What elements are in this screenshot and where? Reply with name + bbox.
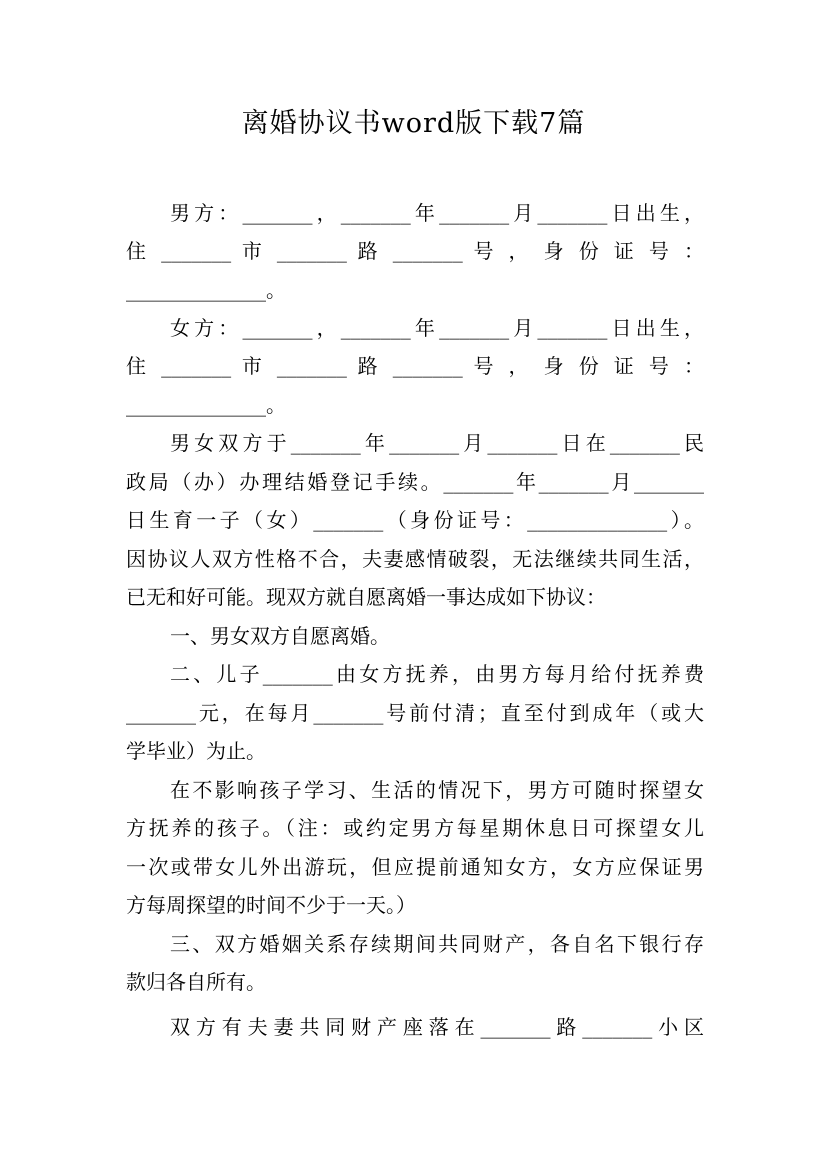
- paragraph-line: _______元，在每月_______号前付清；直至付到成年（或大: [126, 701, 704, 725]
- paragraph-line: 住 _______ 市 _______ 路 _______ 号 ， 身 份 证 号 ：: [126, 354, 704, 378]
- paragraph-line: 双方有夫妻共同财产座落在_______路_______小区: [170, 1015, 704, 1039]
- paragraph-line: 日生育一子（女）_______（身份证号：______________）。: [126, 508, 704, 532]
- paragraph-line: 男女双方于_______年_______月_______日在_______民: [170, 431, 704, 455]
- paragraph-line: 因协议人双方性格不合，夫妻感情破裂，无法继续共同生活，: [126, 547, 704, 571]
- paragraph-line: ______________。: [126, 393, 286, 417]
- paragraph-line: 政局（办）办理结婚登记手续。_______年_______月_______: [126, 470, 704, 494]
- paragraph-line: 住 _______ 市 _______ 路 _______ 号 ， 身 份 证 号 ：: [126, 239, 704, 263]
- clause-two: 二、儿子_______由女方抚养，由男方每月给付抚养费: [170, 662, 704, 686]
- paragraph-line: 方每周探望的时间不少于一天。）: [126, 893, 416, 917]
- paragraph-line: 已无和好可能。现双方就自愿离婚一事达成如下协议：: [126, 585, 606, 609]
- paragraph-line: 一次或带女儿外出游玩，但应提前通知女方，女方应保证男: [126, 855, 704, 879]
- paragraph-line: 女方：_______，_______年_______月_______日出生，: [170, 316, 704, 340]
- paragraph-line: ______________。: [126, 278, 286, 302]
- clause-three: 三、双方婚姻关系存续期间共同财产，各自名下银行存: [170, 932, 704, 956]
- document-title: 离婚协议书word版下载7篇: [241, 108, 586, 139]
- paragraph-line: 在不影响孩子学习、生活的情况下，男方可随时探望女: [170, 778, 704, 802]
- paragraph-line: 学毕业）为止。: [126, 739, 266, 763]
- clause-one: 一、男女双方自愿离婚。: [170, 624, 390, 648]
- paragraph-line: 男方：_______，_______年_______月_______日出生，: [170, 201, 704, 225]
- paragraph-line: 方抚养的孩子。（注：或约定男方每星期休息日可探望女儿: [126, 816, 704, 840]
- paragraph-line: 款归各自所有。: [126, 970, 266, 994]
